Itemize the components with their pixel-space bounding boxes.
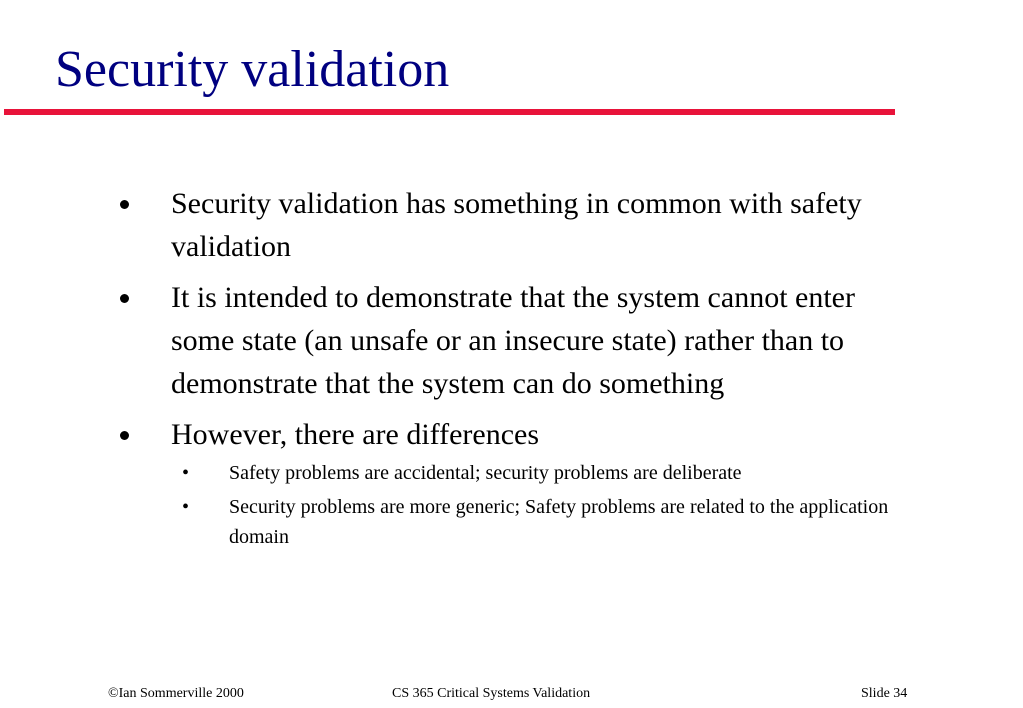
bullet-dot-icon [120,431,129,440]
footer-course-title: CS 365 Critical Systems Validation [392,686,591,701]
slide-title: Security validation [55,41,450,98]
bullet-dot-icon [120,200,129,209]
sub-bullet-item [120,492,920,552]
sub-bullet-dot-icon: • [182,496,190,518]
bullet-item [120,182,920,268]
sub-bullet-item [120,458,920,488]
sub-bullet-text: Security problems are more generic; Safety problems are related to the application domain [229,496,889,548]
bullet-text: It is intended to demonstrate that the system cannot enter some state (an unsafe or an insecure state) rather than to demonstrate that the system can do something [171,281,855,400]
footer-copyright: ©Ian Sommerville 2000 [108,686,244,701]
footer-slide-number: Slide 34 [861,686,908,701]
bullet-item [120,276,920,405]
bullet-dot-icon [120,294,129,303]
sub-bullet-dot-icon: • [182,462,190,484]
sub-bullet-text: Safety problems are accidental; security problems are deliberate [229,462,742,484]
bullet-item [120,413,920,456]
bullet-text: Security validation has something in common with safety validation [171,187,862,263]
title-underline [4,109,895,115]
bullet-text: However, there are differences [171,418,540,451]
bullet-list [120,182,920,556]
